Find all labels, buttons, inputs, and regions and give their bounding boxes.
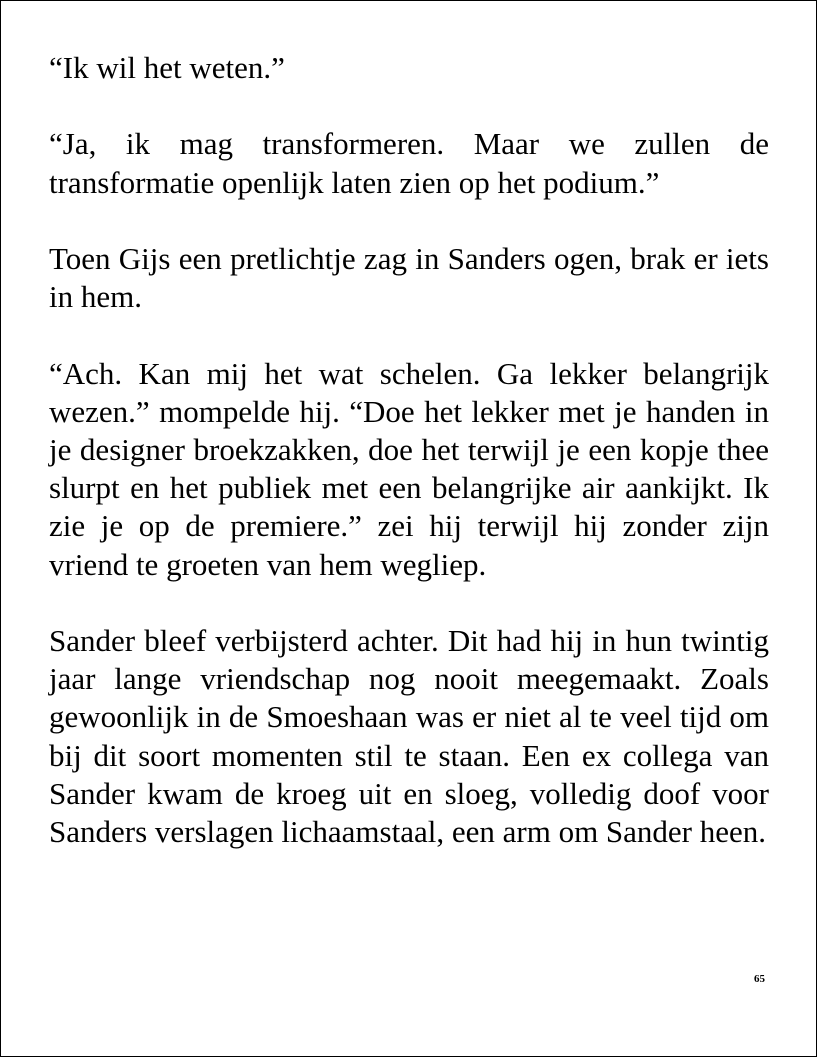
paragraph-2: “Ja, ik mag transformeren. Maar we zullen de transformatie openlijk laten zien op het podium.” <box>49 126 769 200</box>
paragraph-5: Sander bleef verbijsterd achter. Dit had hij in hun twintig jaar lange vriendschap nog nooit meegemaakt. Zoals gewoonlijk in de Smoeshaan was er niet al te veel tijd om bij dit soort momenten stil te staan. Een ex collega van Sander kwam de kroeg uit en sloeg, volledig doof voor Sanders verslagen lichaamstaal, een arm om Sander heen. <box>49 622 769 849</box>
paragraph-1: “Ik wil het weten.” <box>49 50 285 85</box>
body-text <box>49 49 769 889</box>
paragraph-4: “Ach. Kan mij het wat schelen. Ga lekker belangrijk wezen.” mompelde hij. “Doe het lekker met je handen in je designer broekzakken, doe het terwijl je een kopje thee slurpt en het publiek met een belangrijke air aankijkt. Ik zie je op de premiere.” zei hij terwijl hij zonder zijn vriend te groeten van hem wegliep. <box>49 355 769 582</box>
paragraph-3: Toen Gijs een pretlichtje zag in Sanders ogen, brak er iets in hem. <box>49 240 769 315</box>
page-number: 65 <box>754 973 765 985</box>
